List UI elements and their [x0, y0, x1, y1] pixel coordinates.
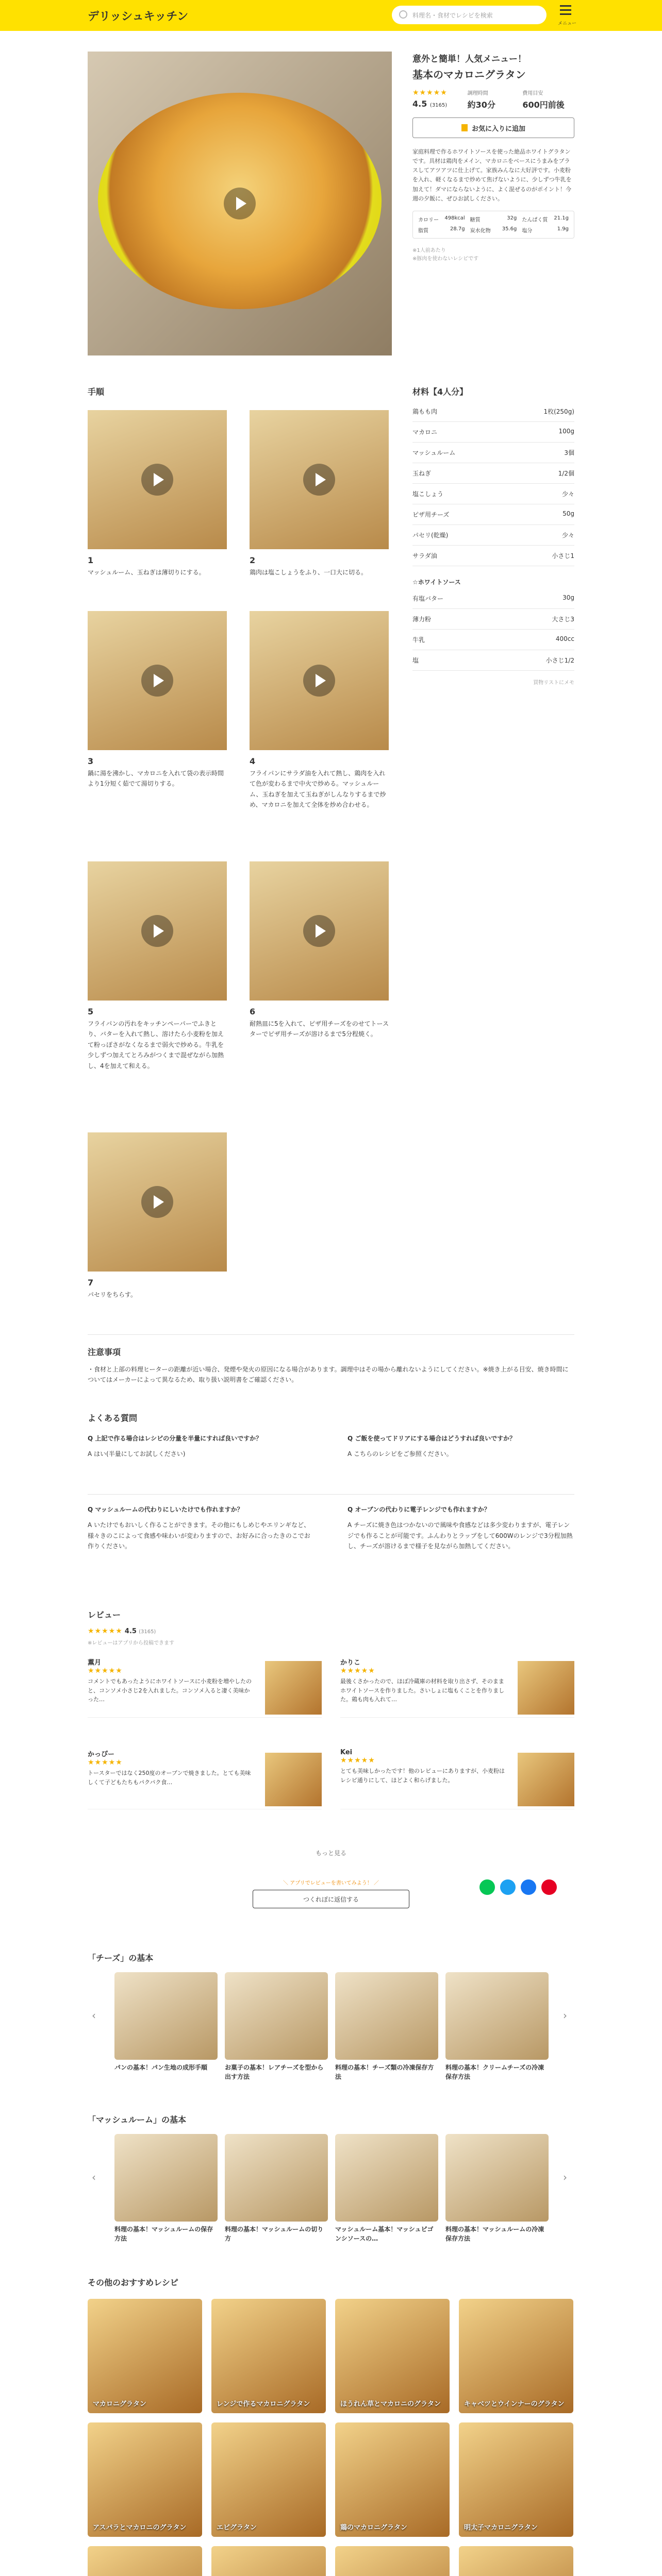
menu-label: メニュー: [558, 21, 577, 26]
menu-icon[interactable]: [560, 5, 571, 19]
step-6: 6 耐熱皿に5を入れて、ピザ用チーズをのせてトースターでピザ用チーズが溶けるまで5分程焼く。: [250, 861, 389, 1040]
reviews-heading: レビュー: [88, 1610, 121, 1620]
play-icon[interactable]: [141, 665, 173, 697]
reviews-rating: ★★★★★ 4.5 (3165): [88, 1627, 156, 1635]
recipe-tile[interactable]: [459, 2422, 573, 2537]
ingredient-row: 玉ねぎ 1/2個: [412, 463, 574, 484]
ingredient-row: マッシュルーム 3個: [412, 443, 574, 463]
bookmark-icon: [461, 124, 468, 131]
review-card[interactable]: Kei ★★★★★ とても美味しかったです！他のレビューにありますが、小麦粉はレシピ通りにして、ほどよく和らげました。: [340, 1749, 574, 1809]
recipe-tile[interactable]: [335, 2299, 450, 2413]
mushroom-card[interactable]: 料理の基本！マッシュルームの切り方: [225, 2134, 328, 2243]
step-video[interactable]: [88, 611, 227, 750]
faq-item: Q マッシュルームの代わりにしいたけでも作れますか？ A いたけでもおいしく作ることができます。その他にもしめじやエリンギなど、様々きのこによって食感や味わいが変わりますので、お好みに合ったきのこでお作りください。: [88, 1506, 310, 1550]
favorite-label: お気に入りに追加: [471, 125, 525, 133]
notice-text: ・食材と上部の料理ヒーターの距離が近い場合、発煙や発火の原因になる場合があります。調理中はその場から離れないようにしてください。※焼き上がる目安、焼き時間についてはメーカーによって異なるため、取り扱い説明書をご確認ください。: [88, 1366, 569, 1384]
play-icon[interactable]: [303, 915, 335, 947]
star-icon: ★★★★★: [88, 1758, 123, 1767]
step-video[interactable]: [88, 861, 227, 1001]
recipe-tile-title: エビグラタン: [217, 2524, 257, 2532]
ingredient-row: 有塩バター 30g: [412, 588, 574, 609]
step-2: 2 鶏肉は塩こしょうをふり、一口大に切る。: [250, 410, 389, 578]
faq-heading: よくある質問: [88, 1413, 138, 1423]
nutrition-notes: ※1人前あたり ※豚肉を使わないレシピです: [412, 247, 479, 262]
site-logo[interactable]: デリッシュキッチン: [88, 10, 189, 23]
step-1: 1 マッシュルーム、玉ねぎは薄切りにする。: [88, 410, 227, 578]
nutrition-item: カロリー 498kcal: [418, 215, 465, 223]
review-photo: [518, 1753, 574, 1806]
facebook-icon[interactable]: [521, 1879, 536, 1895]
review-card[interactable]: 薫月 ★★★★★ コメントでもあったようにホワイトソースに小麦粉を増やしたのと、コンソメ小さじ2を入れました。コンソメ入ると凄く美味かった…: [88, 1657, 322, 1718]
recipe-video[interactable]: [88, 52, 392, 355]
search-input[interactable]: [392, 6, 547, 24]
recipe-title: 基本のマカロニグラタン: [412, 69, 526, 81]
ingredient-row: パセリ(乾燥) 少々: [412, 525, 574, 546]
mushroom-heading: 「マッシュルーム」の基本: [88, 2115, 187, 2125]
nutrition-table: [412, 211, 574, 239]
nutrition-item: 脂質 28.7g: [418, 226, 465, 234]
recipe-tile-title: マカロニグラタン: [93, 2400, 146, 2408]
cheese-card[interactable]: 料理の基本！クリームチーズの冷凍保存方法: [445, 1972, 549, 2081]
pinterest-icon[interactable]: [541, 1879, 557, 1895]
chevron-right-icon[interactable]: ›: [563, 2171, 567, 2183]
rating-count: (3165): [429, 103, 448, 108]
cheese-card[interactable]: パンの基本！パン生地の成形手順: [114, 1972, 218, 2072]
faq-item: Q ご飯を使ってドリアにする場合はどうすれば良いですか？ A こちらのレシピをご参照ください。: [347, 1435, 516, 1458]
review-photo: [518, 1661, 574, 1715]
ingredient-row: マカロニ 100g: [412, 422, 574, 443]
nutrition-item: 糖質 32g: [470, 215, 517, 223]
star-icon: ★★★★★: [412, 89, 448, 97]
step-3: 3 鍋に湯を沸かし、マカロニを入れて袋の表示時間より1分短く茹でて湯切りする。: [88, 611, 227, 789]
recipe-description: 家庭料理で作るホワイトソースを使った絶品ホワイトグラタンです。具材は鶏肉をメイン、マカロニをベースにうまみをプラスしてアツアツに仕上げて。家族みんなに大好評です。小麦粉を入れ、軽くなるまで炒めて焦げないように、少しずつ牛乳を加えて！ダマにならないように、よく混ぜるのがポイント！今週の夕飯に、ぜひお試しください。: [412, 148, 572, 202]
ingredients-heading: 材料【4人分】: [412, 387, 468, 397]
mushroom-card[interactable]: 料理の基本！マッシュルームの保存方法: [114, 2134, 218, 2243]
play-icon[interactable]: [303, 464, 335, 496]
reviews-more-link[interactable]: もっと見る: [315, 1850, 346, 1857]
faq-item: Q オーブンの代わりに電子レンジでも作れますか？ A チーズに焼き色はつかないので風味や食感などは多少変わりますが、電子レンジでも作ることが可能です。ふんわりとラップをして600Wのレンジで3分程加熱し、チーズが溶けるまで様子を見ながら加熱してください。: [347, 1506, 573, 1550]
share-lead: ＼ アプリでレビューを書いてみよう！ ／: [283, 1880, 379, 1886]
time-label: 調理時間: [467, 91, 488, 96]
share-review-button[interactable]: つくれぽに返信する: [253, 1890, 409, 1908]
mushroom-card[interactable]: 料理の基本！マッシュルームの冷凍保存方法: [445, 2134, 549, 2243]
line-icon[interactable]: [479, 1879, 495, 1895]
step-7: 7 パセリをちらす。: [88, 1132, 227, 1300]
faq-item: Q 上記で作る場合はレシピの分量を半量にすれば良いですか？ A はい(半量にしてお試しください): [88, 1435, 262, 1458]
chevron-left-icon[interactable]: ‹: [92, 2171, 96, 2183]
recipe-tile[interactable]: [459, 2546, 573, 2576]
recipe-summary: [412, 52, 574, 263]
ingredient-row: 塩 小さじ1/2: [412, 650, 574, 671]
rating-value: 4.5: [412, 99, 427, 109]
nutrition-item: 塩分 1.9g: [522, 226, 569, 234]
recipe-tile[interactable]: [459, 2299, 573, 2413]
time-block: [468, 89, 520, 110]
recommend-heading: その他のおすすめレシピ: [88, 2278, 178, 2287]
recipe-tile[interactable]: [211, 2299, 326, 2413]
recipe-tile[interactable]: [335, 2422, 450, 2537]
play-icon[interactable]: [141, 915, 173, 947]
ingredient-row: 鶏もも肉 1枚(250g): [412, 401, 574, 422]
play-icon[interactable]: [141, 1186, 173, 1218]
recipe-tile-title: キャベツとウインナーのグラタン: [464, 2400, 565, 2408]
cheese-card[interactable]: 料理の基本！チーズ類の冷凍保存方法: [335, 1972, 438, 2081]
play-icon[interactable]: [141, 464, 173, 496]
step-video[interactable]: [88, 410, 227, 549]
step-video[interactable]: [250, 410, 389, 549]
shopping-list-link[interactable]: 買物リストにメモ: [533, 680, 574, 686]
reviews-note: ※レビューはアプリから投稿できます: [88, 1640, 174, 1646]
step-video[interactable]: [250, 861, 389, 1001]
review-photo: [265, 1661, 322, 1715]
play-icon[interactable]: [303, 665, 335, 697]
rating-block: [412, 89, 465, 110]
cost-block: [522, 89, 574, 110]
mushroom-card[interactable]: マッシュルーム基本！マッシュピゴンシソースの…: [335, 2134, 438, 2243]
search-icon: [399, 10, 407, 19]
twitter-icon[interactable]: [500, 1879, 516, 1895]
cost-label: 費用目安: [522, 91, 543, 96]
chevron-left-icon[interactable]: ‹: [92, 2009, 96, 2022]
recipe-tile-title: 鶏のマカロニグラタン: [340, 2524, 407, 2532]
cheese-heading: 「チーズ」の基本: [88, 1953, 154, 1963]
chevron-right-icon[interactable]: ›: [563, 2009, 567, 2022]
step-video[interactable]: [250, 611, 389, 750]
ingredient-row: サラダ油 小さじ1: [412, 546, 574, 566]
nutrition-item: たんぱく質 21.1g: [522, 215, 569, 223]
ingredient-row: 薄力粉 大さじ3: [412, 609, 574, 630]
play-icon[interactable]: [224, 188, 256, 219]
recipe-tile-title: レンジで作るマカロニグラタン: [217, 2400, 310, 2408]
step-video[interactable]: [88, 1132, 227, 1272]
recipe-tile-title: ほうれん草とマカロニのグラタン: [340, 2400, 441, 2408]
notice-heading: 注意事項: [88, 1347, 121, 1357]
recipe-tile[interactable]: [88, 2422, 202, 2537]
recipe-tile[interactable]: [88, 2299, 202, 2413]
ingredient-row: 塩こしょう 少々: [412, 484, 574, 504]
favorite-button[interactable]: [412, 117, 574, 138]
recipe-tile-title: アスパラとマカロニのグラタン: [93, 2524, 187, 2532]
step-4: 4 フライパンにサラダ油を入れて熱し、鶏肉を入れて色が変わるまで中火で炒める。マッシュルーム、玉ねぎを加えて玉ねぎがしんなりするまで炒め、マカロニを加えて全体を炒め合わせる。: [250, 611, 389, 810]
ingredient-row: ピザ用チーズ 50g: [412, 504, 574, 525]
step-5: 5 フライパンの汚れをキッチンペーパーでふきとり、バターを入れて熱し、溶けたら小麦粉を加えて粉っぽさがなくなるまで弱火で炒める。牛乳を少しずつ加えてとろみがつくまで混ぜながら加熱し、4を加えて和える。: [88, 861, 227, 1071]
recipe-tile[interactable]: [211, 2422, 326, 2537]
ingredient-group-label: ☆ホワイトソース: [412, 579, 461, 586]
time-value: 約30分: [467, 100, 495, 110]
cheese-card[interactable]: お菓子の基本！レアチーズを型から出す方法: [225, 1972, 328, 2081]
nutrition-item: 炭水化物 35.6g: [470, 226, 517, 234]
star-icon: ★★★★★: [88, 1667, 123, 1675]
review-card[interactable]: かりこ ★★★★★ 最後くさかったので、ほぼ冷蔵庫の材料を取り出さず、そのままホワイトソースを作りました。さいしょに塩もくことを作りました。鶏も肉も入れて…: [340, 1657, 574, 1718]
recipe-tile-title: 明太子マカロニグラタン: [464, 2524, 538, 2532]
review-photo: [265, 1753, 322, 1806]
star-icon: ★★★★★: [88, 1627, 123, 1635]
ingredients: [412, 385, 574, 686]
steps-heading: 手順: [88, 387, 105, 397]
ingredient-row: 牛乳 400cc: [412, 630, 574, 650]
recipe-tile[interactable]: [211, 2546, 326, 2576]
search-placeholder: 料理名・食材でレシピを検索: [412, 11, 493, 19]
cost-value: 600円前後: [522, 100, 565, 110]
star-icon: ★★★★★: [340, 1667, 375, 1675]
recipe-tile[interactable]: [88, 2546, 202, 2576]
review-card[interactable]: かっぴー ★★★★★ トースターではなく250度のオーブンで焼きました。とても美味しくて子どもたちもパクパク食…: [88, 1749, 322, 1809]
star-icon: ★★★★★: [340, 1756, 375, 1765]
recipe-subtitle: 意外と簡単！人気メニュー！: [412, 54, 526, 64]
recipe-tile[interactable]: [335, 2546, 450, 2576]
header: [0, 0, 662, 31]
